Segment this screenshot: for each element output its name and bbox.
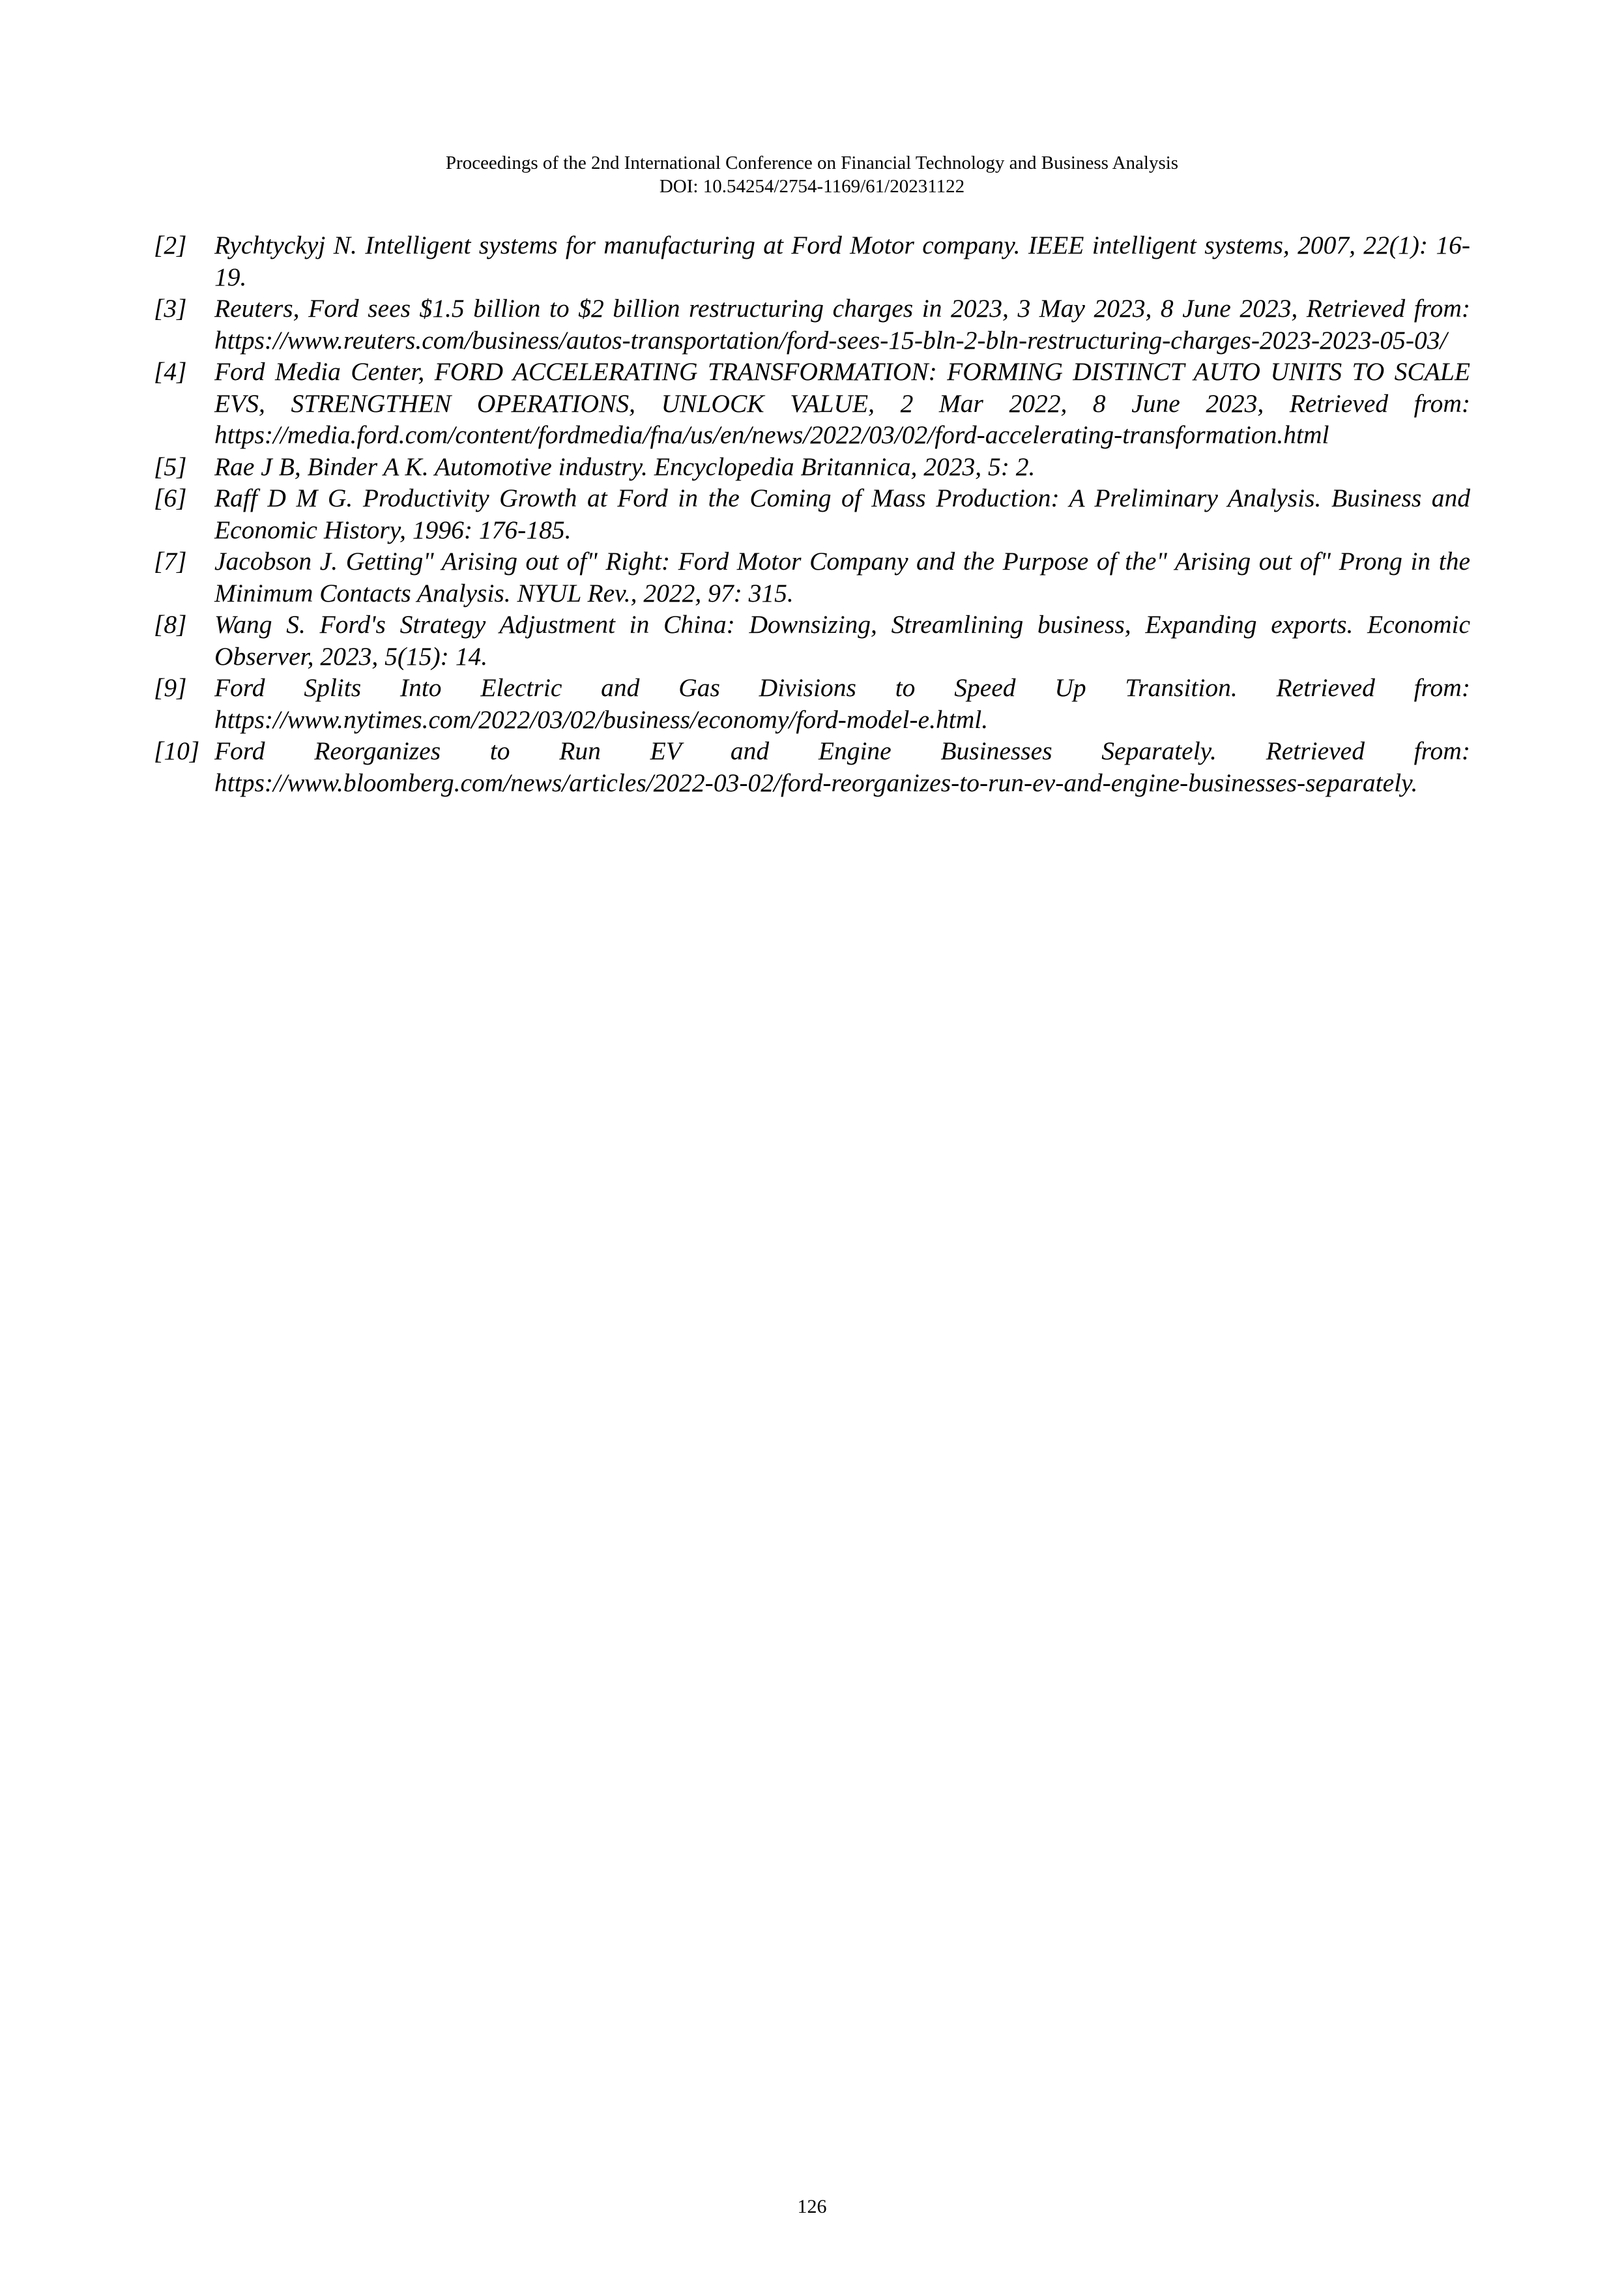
reference-text: Reuters, Ford sees $1.5 billion to $2 billion restructuring charges in 2023, 3 May 2023, 8 June 2023, Retrieved from: https://www.reuters.com/business/autos-transportation/ford-sees-15-bln-2-bln-restructuring-charges-2023-2023-05-03/ xyxy=(214,294,1470,355)
reference-number: [5] xyxy=(154,452,187,481)
reference-item xyxy=(154,293,1470,356)
reference-text: Ford Splits Into Electric and Gas Divisions to Speed Up Transition. Retrieved from: https://www.nytimes.com/2022/03/02/business/economy/ford-model-e.html. xyxy=(214,673,1470,734)
page-number: 126 xyxy=(797,2196,827,2217)
reference-item xyxy=(154,356,1470,451)
reference-item xyxy=(154,229,1470,293)
reference-number: [4] xyxy=(154,357,187,386)
reference-item xyxy=(154,672,1470,735)
reference-item xyxy=(154,482,1470,546)
reference-number: [7] xyxy=(154,547,187,576)
reference-text: Wang S. Ford's Strategy Adjustment in China: Downsizing, Streamlining business, Expanding exports. Economic Observer, 2023, 5(15): 14. xyxy=(214,610,1470,671)
reference-text: Rychtyckyj N. Intelligent systems for manufacturing at Ford Motor company. IEEE intelligent systems, 2007, 22(1): 16-19. xyxy=(214,231,1470,291)
reference-list xyxy=(154,229,1470,798)
doi-line: DOI: 10.54254/2754-1169/61/20231122 xyxy=(659,176,965,197)
reference-text: Ford Media Center, FORD ACCELERATING TRANSFORMATION: FORMING DISTINCT AUTO UNITS TO SCALE EVS, STRENGTHEN OPERATIONS, UNLOCK VALUE, 2 Mar 2022, 8 June 2023, Retrieved from: https://media.ford.com/content/fordmedia/fna/us/en/news/2022/03/02/ford-accelerating-transformation.html xyxy=(214,357,1470,449)
reference-number: [2] xyxy=(154,231,187,259)
reference-number: [9] xyxy=(154,673,187,702)
page-header xyxy=(0,151,1624,198)
reference-item xyxy=(154,546,1470,609)
reference-number: [8] xyxy=(154,610,187,639)
reference-text: Ford Reorganizes to Run EV and Engine Businesses Separately. Retrieved from: https://www.bloomberg.com/news/articles/2022-03-02/ford-reorganizes-to-run-ev-and-engine-businesses-separately. xyxy=(214,736,1470,797)
reference-item xyxy=(154,609,1470,672)
reference-number: [3] xyxy=(154,294,187,323)
reference-item xyxy=(154,735,1470,798)
reference-text: Jacobson J. Getting" Arising out of" Right: Ford Motor Company and the Purpose of the" Arising out of" Prong in the Minimum Contacts Analysis. NYUL Rev., 2022, 97: 315. xyxy=(214,547,1470,607)
conference-title: Proceedings of the 2nd International Conference on Financial Technology and Business Analysis xyxy=(445,153,1179,173)
reference-item xyxy=(154,451,1470,483)
reference-number: [6] xyxy=(154,484,187,512)
reference-text: Raff D M G. Productivity Growth at Ford in the Coming of Mass Production: A Preliminary Analysis. Business and Economic History, 1996: 176-185. xyxy=(214,484,1470,544)
reference-text: Rae J B, Binder A K. Automotive industry. Encyclopedia Britannica, 2023, 5: 2. xyxy=(214,452,1036,481)
reference-number: [10] xyxy=(154,736,200,765)
